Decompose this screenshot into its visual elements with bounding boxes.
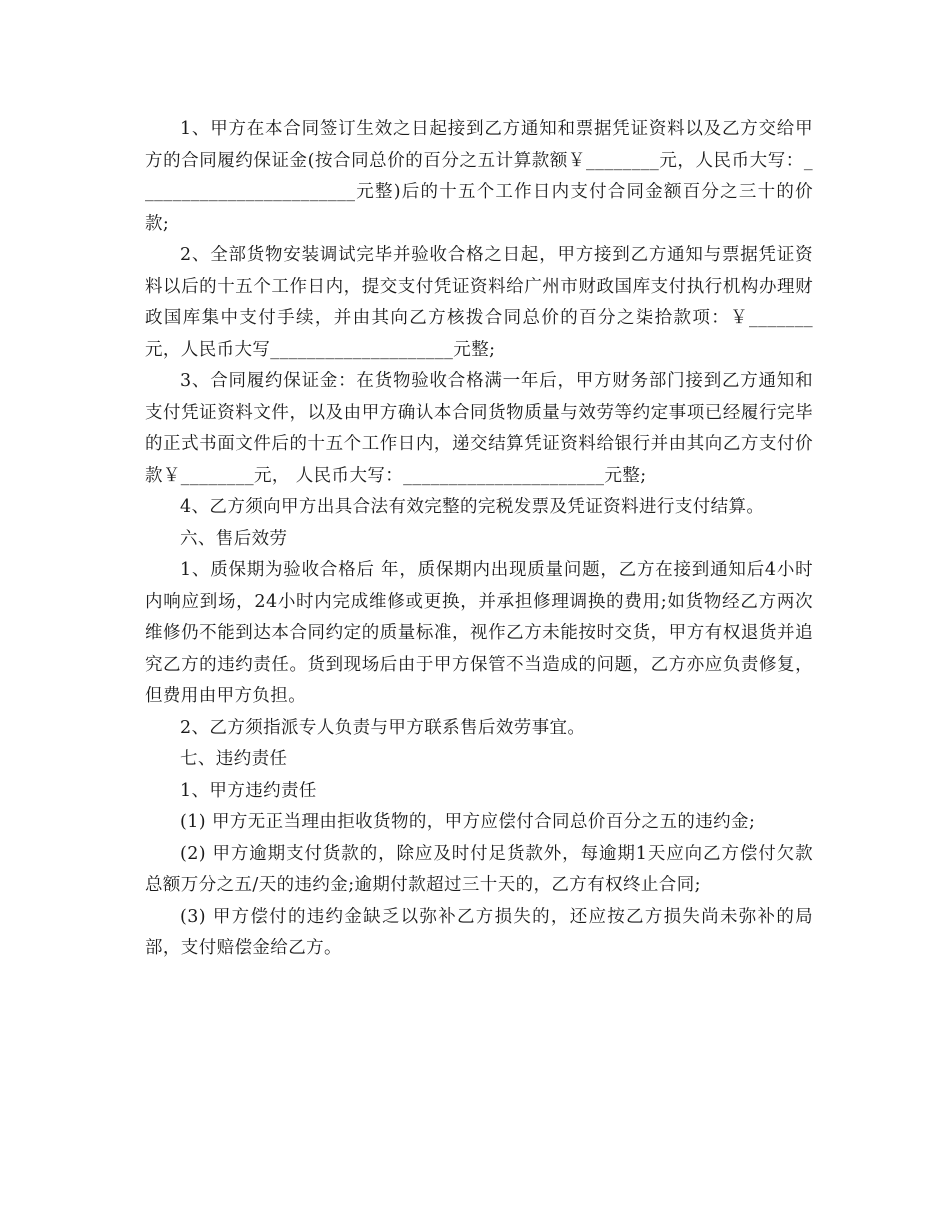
paragraph-warranty-1: 1、质保期为验收合格后 年，质保期内出现质量问题，乙方在接到通知后4小时内响应到场，24小时内完成维修或更换，并承担修理调换的费用;如货物经乙方两次维修仍不能到达本合同约定的质量标准，视作乙方未能按时交货，甲方有权退货并追究乙方的违约责任。货到现场后由于甲方保管不当造成的问题，乙方亦应负责修复，但费用由甲方负担。 [145,560,813,706]
paragraph-payment-2: 2、全部货物安装调试完毕并验收合格之日起，甲方接到乙方通知与票据凭证资料以后的十五个工作日内，提交支付凭证资料给广州市财政国库支付执行机构办理财政国库集中支付手续，并由其向乙方核拨合同总价的百分之柒拾款项：￥_______元，人民币大写____________________元整; [145,245,813,360]
section-heading-after-sales: 六、售后效劳 [180,528,288,549]
document-page [145,114,813,965]
paragraph-warranty-2: 2、乙方须指派专人负责与甲方联系售后效劳事宜。 [180,717,586,738]
paragraph-payment-1: 1、甲方在本合同签订生效之日起接到乙方通知和票据凭证资料以及乙方交给甲方的合同履约保证金(按合同总价的百分之五计算款额￥________元，人民币大写：________________________元整)后的十五个工作日内支付合同金额百分之三十的价款; [145,119,813,234]
paragraph-payment-3: 3、合同履约保证金：在货物验收合格满一年后，甲方财务部门接到乙方通知和支付凭证资料文件，以及由甲方确认本合同货物质量与效劳等约定事项已经履行完毕的正式书面文件后的十五个工作日内，递交结算凭证资料给银行并由其向乙方支付价款￥________元， 人民币大写：______________________元整; [145,371,813,486]
paragraph-liability-2: (2) 甲方逾期支付货款的，除应及时付足货款外，每逾期1天应向乙方偿付欠款总额万分之五/天的违约金;逾期付款超过三十天的，乙方有权终止合同; [145,843,813,895]
section-heading-liability: 七、违约责任 [180,749,288,769]
paragraph-liability-1: (1) 甲方无正当理由拒收货物的，甲方应偿付合同总价百分之五的违约金; [180,812,756,832]
paragraph-payment-4: 4、乙方须向甲方出具合法有效完整的完税发票及凭证资料进行支付结算。 [180,497,765,517]
subheading-party-a-liability: 1、甲方违约责任 [180,780,317,801]
paragraph-liability-3: (3) 甲方偿付的违约金缺乏以弥补乙方损失的，还应按乙方损失尚未弥补的局部，支付赔偿金给乙方。 [145,906,813,958]
